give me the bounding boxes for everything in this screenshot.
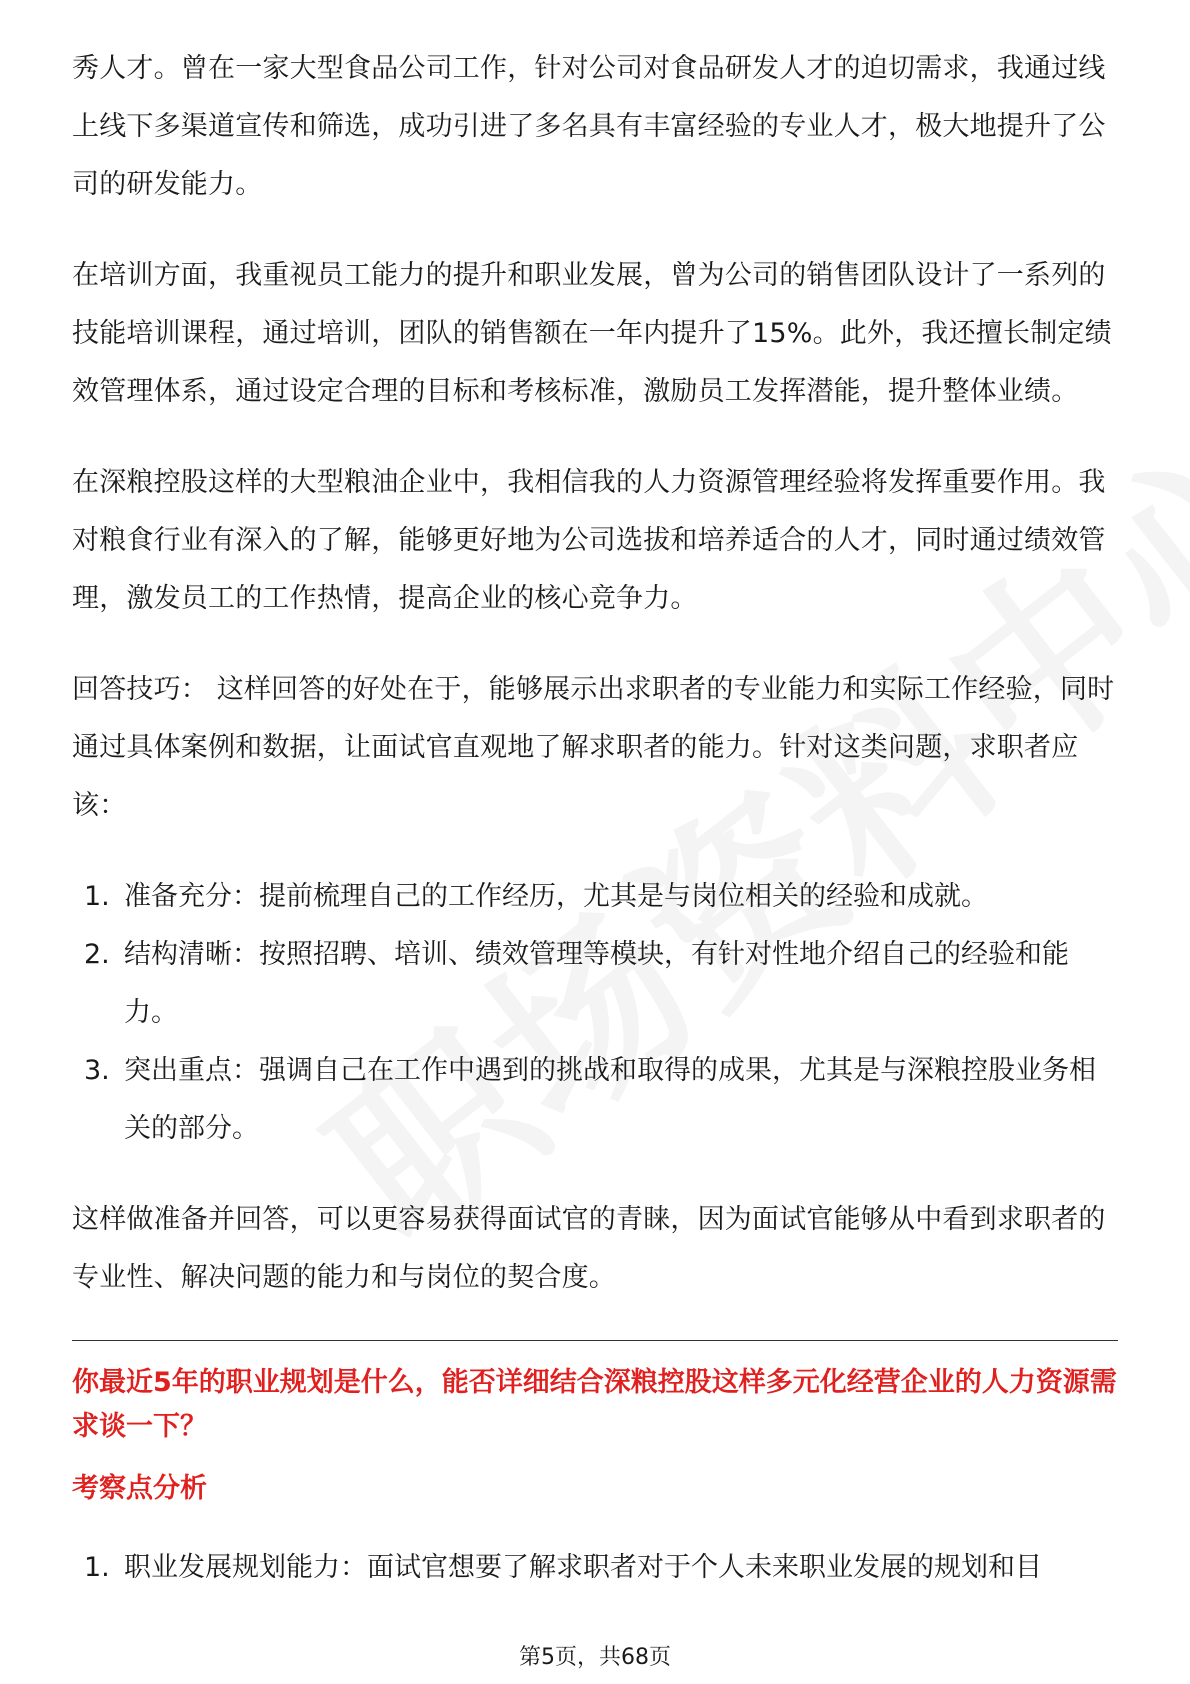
list-number: 3. (84, 1055, 110, 1086)
list-item (72, 868, 1118, 926)
list-number: 2. (84, 939, 110, 970)
list-text: 突出重点：强调自己在工作中遇到的挑战和取得的成果，尤其是与深粮控股业务相关的部分。 (124, 1055, 1096, 1144)
document-body (72, 40, 1118, 1630)
paragraph-company-fit: 在深粮控股这样的大型粮油企业中，我相信我的人力资源管理经验将发挥重要作用。我对粮食行业有深入的了解，能够更好地为公司选拔和培养适合的人才，同时通过绩效管理，激发员工的工作热情，提高企业的核心竞争力。 (72, 467, 1106, 614)
tips-list (72, 868, 1118, 1158)
list-item (72, 1539, 1118, 1597)
paragraph-training: 在培训方面，我重视员工能力的提升和职业发展，曾为公司的销售团队设计了一系列的技能培训课程，通过培训，团队的销售额在一年内提升了15%。此外，我还擅长制定绩效管理体系，通过设定合理的目标和考核标准，激励员工发挥潜能，提升整体业绩。 (72, 260, 1112, 407)
section-divider (72, 1340, 1118, 1341)
list-number: 1. (84, 1552, 110, 1583)
list-text: 准备充分：提前梳理自己的工作经历，尤其是与岗位相关的经验和成就。 (124, 881, 988, 912)
list-number: 1. (84, 881, 110, 912)
list-item (72, 1042, 1118, 1158)
analysis-list (72, 1539, 1118, 1597)
paragraph-closing: 这样做准备并回答，可以更容易获得面试官的青睐，因为面试官能够从中看到求职者的专业性、解决问题的能力和与岗位的契合度。 (72, 1204, 1106, 1293)
paragraph-answer-tips: 回答技巧： 这样回答的好处在于，能够展示出求职者的专业能力和实际工作经验，同时通过具体案例和数据，让面试官直观地了解求职者的能力。针对这类问题，求职者应该： (72, 674, 1115, 821)
list-item (72, 926, 1118, 1042)
list-text: 职业发展规划能力：面试官想要了解求职者对于个人未来职业发展的规划和目 (124, 1552, 1042, 1583)
page-footer: 第5页，共68页 (519, 1645, 671, 1670)
interview-question: 你最近5年的职业规划是什么，能否详细结合深粮控股这样多元化经营企业的人力资源需求谈一下？ (72, 1367, 1117, 1442)
analysis-heading: 考察点分析 (72, 1473, 207, 1504)
list-text: 结构清晰：按照招聘、培训、绩效管理等模块，有针对性地介绍自己的经验和能力。 (124, 939, 1069, 1028)
paragraph-talent: 秀人才。曾在一家大型食品公司工作，针对公司对食品研发人才的迫切需求，我通过线上线下多渠道宣传和筛选，成功引进了多名具有丰富经验的专业人才，极大地提升了公司的研发能力。 (72, 53, 1106, 200)
